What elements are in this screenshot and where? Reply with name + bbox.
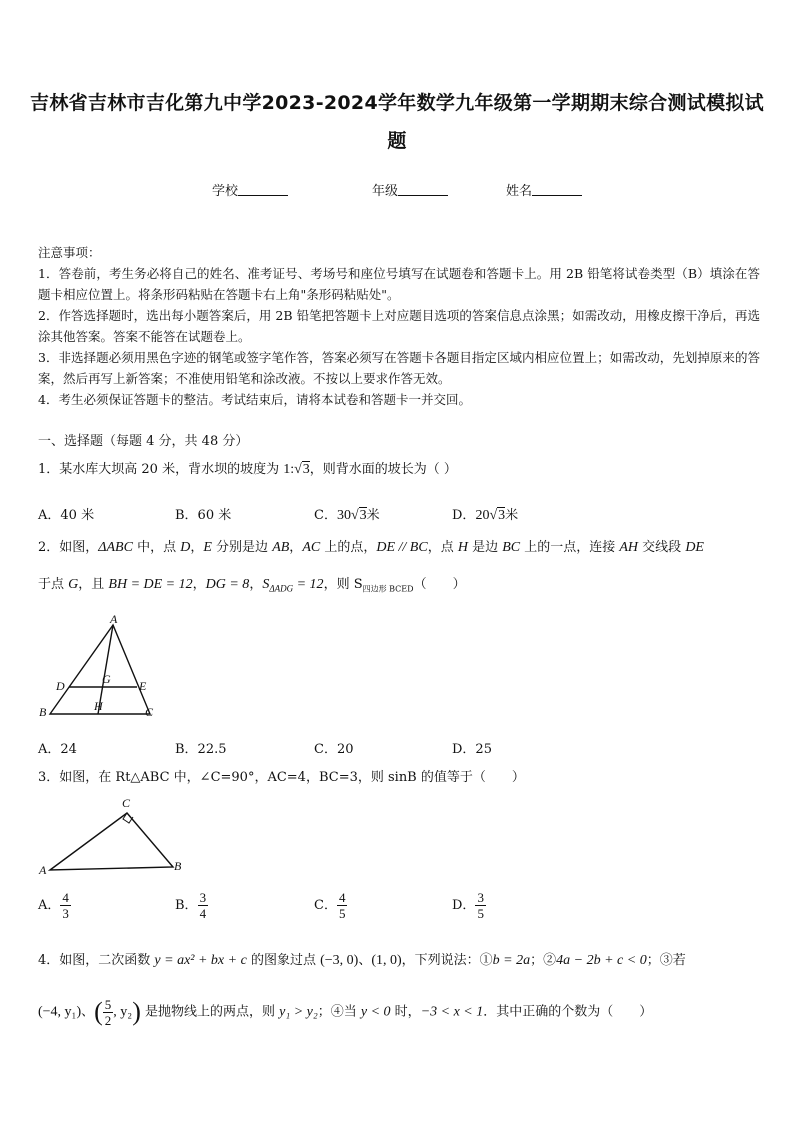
q1-stem-text: 1．某水库大坝高 20 米，背水坝的坡度为 — [38, 462, 284, 477]
grade-label: 年级 — [372, 184, 399, 199]
notice-item-2: 2．作答选择题时，选出每小题答案后，用 2B 铅笔把答题卡上对应题目选项的答案信息点涂黑；如需改动，用橡皮擦干净后，再选涂其他答案。答案不能答在试题卷上。 — [38, 308, 760, 344]
q2-label-b: B — [39, 705, 47, 719]
q1-ratio: 1: — [283, 462, 295, 477]
q3-triangle-abc — [50, 813, 173, 870]
name-field[interactable] — [506, 180, 582, 199]
question-3-stem: 3．如图，在 Rt△ABC 中，∠C=90°，AC=4，BC=3，则 sinB 的值等于（ ） — [38, 770, 525, 785]
school-blank[interactable] — [238, 183, 288, 196]
q2-option-a[interactable]: A．24 — [38, 742, 77, 757]
title-line-1: 吉林省吉林市吉化第九中学2023-2024学年数学九年级第一学期期末综合测试模拟试 — [30, 92, 764, 114]
section-heading: 一、选择题（每题 4 分，共 48 分） — [38, 434, 249, 449]
title-line-2: 题 — [387, 130, 407, 152]
page-title — [30, 84, 764, 160]
q3-option-d[interactable]: D． $\frac{3}{5}$ — [452, 890, 484, 921]
q3-option-b[interactable]: B． $\frac{3}{4}$ — [175, 890, 207, 921]
notice-item-1: 1．答卷前，考生务必将自己的姓名、准考证号、考场号和座位号填写在试题卷和答题卡上。用 2B 铅笔将试卷类型（B）填涂在答题卡相应位置上。将条形码粘贴在答题卡右上角"条形码粘贴处"。 — [38, 266, 760, 302]
q3-label-c: C — [122, 796, 131, 810]
question-4-line-1: 4．如图，二次函数 y = ax² + bx + c 的图象过点 (−3, 0)、(1, 0)，下列说法：①b = 2a；②4a − 2b + c < 0；③若 — [38, 953, 686, 968]
q3-label-a: A — [39, 863, 47, 877]
q2-label-h: H — [94, 699, 103, 713]
q2-triangle-figure — [36, 610, 166, 725]
q3-right-triangle-figure — [36, 792, 186, 882]
q1-option-a[interactable]: A．40 米 — [38, 508, 95, 523]
q3-label-b: B — [174, 859, 182, 873]
notice-block — [38, 242, 760, 410]
q2-option-b[interactable]: B．22.5 — [175, 742, 227, 757]
q1-root: 3 — [302, 462, 310, 477]
notice-item-4: 4．考生必须保证答题卡的整洁。考试结束后，请将本试卷和答题卡一并交回。 — [38, 392, 471, 407]
name-label: 姓名 — [506, 184, 533, 199]
q2-option-d[interactable]: D．25 — [452, 742, 492, 757]
name-blank[interactable] — [532, 183, 582, 196]
notice-item-3: 3．非选择题必须用黑色字迹的钢笔或签字笔作答，答案必须写在答题卡各题目指定区域内相应位置上；如需改动，先划掉原来的答案，然后再写上新答案；不准使用铅笔和涂改液。不按以上要求作答无效。 — [38, 350, 760, 386]
question-4-line-2: (−4, y₁)、( $\frac{5}{2}$ , y₂) 是抛物线上的两点，则 y₁ > y₂；④当 y < 0 时，−3 < x < 1．其中正确的个数为（ ） — [38, 996, 653, 1028]
q2-label-c: C — [145, 705, 154, 719]
question-2-line-2: 于点 G，且 BH = DE = 12，DG = 8，$S_{\Delta ADG} = 12$，则 $S_{四边形 BCED}$（ ） — [38, 577, 466, 594]
q2-label-d: D — [56, 679, 65, 693]
q2-label-g: G — [102, 672, 111, 686]
q3-option-c[interactable]: C． $\frac{4}{5}$ — [314, 890, 346, 921]
q1-option-c[interactable]: C．30√3米 — [314, 508, 380, 523]
q1-option-b[interactable]: B．60 米 — [175, 508, 232, 523]
notice-heading: 注意事项： — [38, 245, 101, 260]
question-1-stem: 1．某水库大坝高 20 米，背水坝的坡度为 1:√3，则背水面的坡长为（ ） — [38, 462, 457, 477]
q2-option-c[interactable]: C．20 — [314, 742, 354, 757]
grade-field[interactable] — [372, 180, 448, 199]
school-label: 学校 — [212, 184, 239, 199]
q2-label-a: A — [110, 612, 118, 626]
q2-label-e: E — [139, 679, 147, 693]
q3-option-a[interactable]: A． $\frac{4}{3}$ — [38, 890, 69, 921]
school-field[interactable] — [212, 180, 288, 199]
q1-stem-end: ，则背水面的坡长为（ ） — [309, 462, 457, 477]
grade-blank[interactable] — [398, 183, 448, 196]
question-2-line-1: 2．如图，ΔABC 中，点 D，E 分别是边 AB，AC 上的点，DE // BC，点 H 是边 BC 上的一点，连接 AH 交线段 DE — [38, 540, 704, 555]
q1-option-d[interactable]: D．20√3米 — [452, 508, 519, 523]
